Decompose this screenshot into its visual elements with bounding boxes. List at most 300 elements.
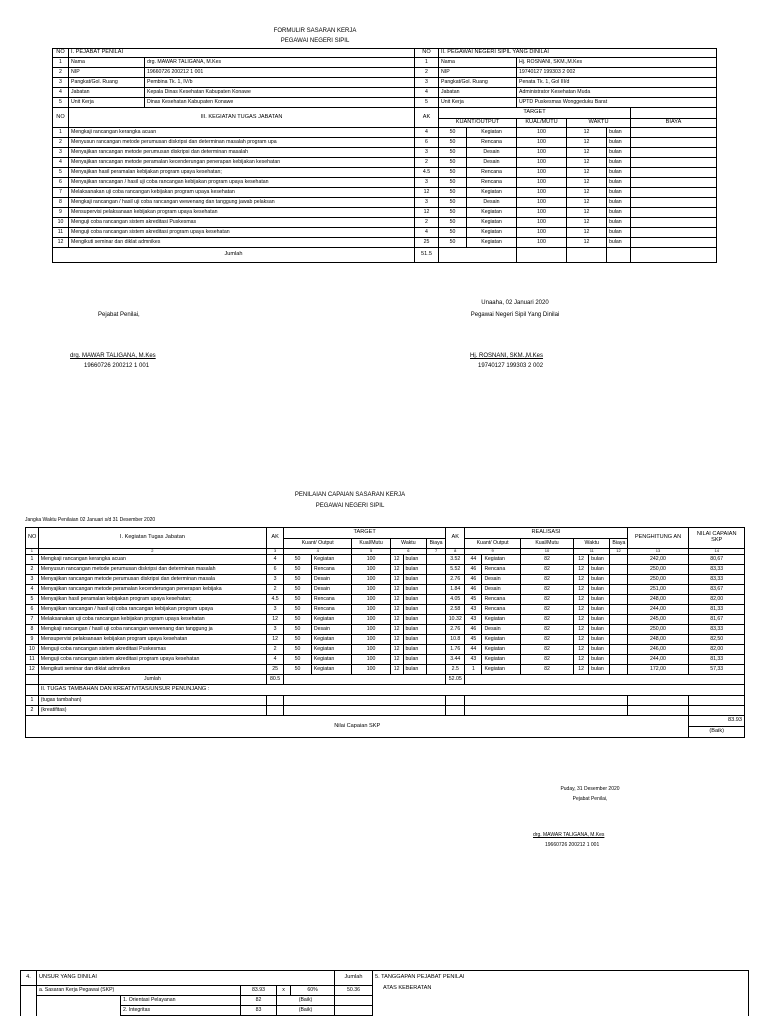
row-name: Menyajikan rancangan metode perumusan diskripsi dan determinan masala bbox=[38, 575, 266, 585]
form-left-sign-name: drg. MAWAR TALIGANA, M.Kes bbox=[70, 353, 156, 359]
summary-row-a: a. Sasaran Kerja Pegawai (SKP) bbox=[37, 986, 241, 996]
row-no: 3 bbox=[26, 575, 39, 585]
row-no: 10 bbox=[26, 645, 39, 655]
task-wu: bulan bbox=[607, 238, 631, 248]
row-biaya bbox=[610, 615, 627, 625]
task-wu: bulan bbox=[607, 228, 631, 238]
row-ak: 3 bbox=[267, 625, 284, 635]
task-wu: bulan bbox=[607, 208, 631, 218]
col-num: 14 bbox=[689, 549, 745, 555]
row-name: Mengikuti seminar dan diklat admnikes bbox=[38, 665, 266, 675]
task-name: Mengkaji rancangan / hasil uji coba rancangan wewenang dan tanggung jawab pelaksan bbox=[69, 198, 415, 208]
task-no: 6 bbox=[53, 178, 69, 188]
row-ak: 3 bbox=[267, 575, 284, 585]
assessment-row bbox=[26, 665, 745, 675]
task-kual: 100 bbox=[517, 128, 567, 138]
row-biaya bbox=[427, 595, 446, 605]
row-biaya bbox=[610, 655, 627, 665]
form-no-header: NO bbox=[53, 49, 69, 58]
row-biaya bbox=[610, 665, 627, 675]
a-kuant2-header: Kuant/ Output bbox=[465, 539, 520, 549]
task-wu: bulan bbox=[607, 218, 631, 228]
row-no: 4 bbox=[53, 88, 69, 98]
row-p: 251,00 bbox=[627, 585, 689, 595]
row-no: 8 bbox=[26, 625, 39, 635]
row-name: Menyajikan rancangan / hasil uji coba rancangan kebijakan program upaya bbox=[38, 605, 266, 615]
task-name: Menyusun rancangan metode perumusan diskripsi dan determinan masalah program upa bbox=[69, 138, 415, 148]
row-value: UPTD Puskesmas Wonggeduku Barat bbox=[517, 98, 717, 108]
row-biaya bbox=[610, 645, 627, 655]
row-no: 5 bbox=[26, 595, 39, 605]
task-kual: 100 bbox=[517, 148, 567, 158]
task-wu: bulan bbox=[607, 198, 631, 208]
task-name: Menyajikan rancangan / hasil uji coba rancangan kebijakan program upaya kesehatan bbox=[69, 178, 415, 188]
row-rw: 12 bbox=[574, 645, 589, 655]
row-tq: 50 bbox=[284, 665, 312, 675]
task-qty: 50 bbox=[439, 198, 467, 208]
task-biaya bbox=[631, 198, 717, 208]
row-value: Hj. ROSNANI, SKM.,M.Kes bbox=[517, 58, 717, 68]
task-w: 12 bbox=[567, 158, 607, 168]
row-ru: Desain bbox=[482, 585, 520, 595]
summary-a-total: 50.36 bbox=[335, 986, 373, 996]
form-right-sign-name: Hj. ROSNANI, SKM.,M.Kes bbox=[470, 353, 544, 359]
task-w: 12 bbox=[567, 198, 607, 208]
row-p: 250,00 bbox=[627, 625, 689, 635]
row-biaya bbox=[427, 635, 446, 645]
col-num: 1 bbox=[26, 549, 39, 555]
col-num: 12 bbox=[610, 549, 627, 555]
task-name: Menyajikan rancangan metode peramalan kecenderungan penerapan kebijakan kesehatan bbox=[69, 158, 415, 168]
row-name: Mengkaji rancangan kerangka acuan bbox=[38, 555, 266, 565]
row-tk: 100 bbox=[352, 565, 390, 575]
row-biaya bbox=[427, 565, 446, 575]
row-biaya bbox=[427, 585, 446, 595]
task-unit: Kegiatan bbox=[467, 208, 517, 218]
task-ak: 4 bbox=[415, 128, 439, 138]
row-p: 244,00 bbox=[627, 655, 689, 665]
row-rw: 12 bbox=[574, 615, 589, 625]
row-tu: Kegiatan bbox=[311, 615, 352, 625]
a-ak2-header: AK bbox=[446, 528, 465, 549]
task-header: III. KEGIATAN TUGAS JABATAN bbox=[69, 108, 415, 128]
a-realisasi-header: REALISASI bbox=[465, 528, 627, 539]
row-value: 19740127 199303 2 002 bbox=[517, 68, 717, 78]
task-w: 12 bbox=[567, 148, 607, 158]
task-name: Menyajikan hasil peramalan kebijakan program upaya kesehatan; bbox=[69, 168, 415, 178]
row-rwu: bulan bbox=[589, 625, 610, 635]
assessment-row bbox=[26, 555, 745, 565]
a-ak-header: AK bbox=[267, 528, 284, 549]
task-no: 1 bbox=[53, 128, 69, 138]
row-p: 245,00 bbox=[627, 615, 689, 625]
row-tu: Rencana bbox=[311, 605, 352, 615]
row-twu: bulan bbox=[403, 555, 426, 565]
row-no: 12 bbox=[26, 665, 39, 675]
row-no: 4 bbox=[26, 585, 39, 595]
right-header: II. PEGAWAI NEGERI SIPIL YANG DINILAI bbox=[439, 49, 717, 58]
row-twu: bulan bbox=[403, 665, 426, 675]
row-tq: 50 bbox=[284, 605, 312, 615]
row-ru: Rencana bbox=[482, 595, 520, 605]
form-subtitle: PEGAWAI NEGERI SIPIL bbox=[280, 38, 350, 44]
summary-tanggapan: TANGGAPAN PEJABAT PENILAI bbox=[381, 974, 465, 980]
assessment-row bbox=[26, 575, 745, 585]
form-right-sign-nip: 19740127 199303 2 002 bbox=[478, 363, 544, 369]
task-biaya bbox=[631, 128, 717, 138]
col-num: 10 bbox=[520, 549, 573, 555]
assessment-row bbox=[26, 585, 745, 595]
a-waktu2-header: Waktu bbox=[574, 539, 610, 549]
row-value: Kepala Dinas Kesehatan Kabupaten Konawe bbox=[145, 88, 415, 98]
summary-table bbox=[20, 970, 749, 1016]
task-unit: Kegiatan bbox=[467, 238, 517, 248]
row-rwu: bulan bbox=[589, 645, 610, 655]
task-name: Menguji coba rancangan sistem akreditasi program upaya kesehatan bbox=[69, 228, 415, 238]
row-rk: 82 bbox=[520, 585, 573, 595]
row-biaya bbox=[427, 625, 446, 635]
task-unit: Rencana bbox=[467, 138, 517, 148]
task-w: 12 bbox=[567, 138, 607, 148]
row-value: Dinas Kesehatan Kabupaten Konawe bbox=[145, 98, 415, 108]
row-label: Jabatan bbox=[439, 88, 517, 98]
row-n: 57,33 bbox=[689, 665, 745, 675]
row-no: 4 bbox=[415, 88, 439, 98]
task-wu: bulan bbox=[607, 158, 631, 168]
kuant-header: KUANT/OUTPUT bbox=[439, 119, 517, 128]
task-kual: 100 bbox=[517, 168, 567, 178]
nilai-desc: (Baik) bbox=[689, 727, 745, 738]
nilai-label: Nilai Capaian SKP bbox=[26, 716, 689, 738]
row-rq: 45 bbox=[465, 635, 482, 645]
task-name: Mengikuti seminar dan diklat admnikes bbox=[69, 238, 415, 248]
row-label: NIP bbox=[439, 68, 517, 78]
task-kual: 100 bbox=[517, 188, 567, 198]
row-tu: Rencana bbox=[311, 595, 352, 605]
row-n: 82,00 bbox=[689, 595, 745, 605]
task-w: 12 bbox=[567, 238, 607, 248]
row-label: NIP bbox=[69, 68, 145, 78]
row-biaya bbox=[610, 565, 627, 575]
row-rw: 12 bbox=[574, 565, 589, 575]
row-tk: 100 bbox=[352, 585, 390, 595]
task-row bbox=[53, 218, 717, 228]
task-no: 3 bbox=[53, 148, 69, 158]
row-ru: Kegiatan bbox=[482, 645, 520, 655]
task-qty: 50 bbox=[439, 208, 467, 218]
row-rw: 12 bbox=[574, 665, 589, 675]
row-ru: Kegiatan bbox=[482, 655, 520, 665]
a-no-header: NO bbox=[26, 528, 39, 549]
task-row bbox=[53, 228, 717, 238]
row-tw: 12 bbox=[390, 625, 403, 635]
a-sign-nip: 19660726 200212 1 001 bbox=[545, 842, 600, 848]
task-no: 5 bbox=[53, 168, 69, 178]
task-ak: 3 bbox=[415, 178, 439, 188]
row-rw: 12 bbox=[574, 555, 589, 565]
task-qty: 50 bbox=[439, 188, 467, 198]
col-num: 8 bbox=[446, 549, 465, 555]
task-ak: 12 bbox=[415, 208, 439, 218]
assessment-row bbox=[26, 655, 745, 665]
assessment-table bbox=[25, 527, 745, 738]
row-rq: 43 bbox=[465, 605, 482, 615]
row-no: 1 bbox=[415, 58, 439, 68]
a-place-date: Puday, 31 Desember 2020 bbox=[560, 786, 620, 792]
form-left-sign-nip: 19660726 200212 1 001 bbox=[84, 363, 150, 369]
extra-label: (tugas tambahan) bbox=[38, 696, 266, 706]
row-tw: 12 bbox=[390, 595, 403, 605]
task-qty: 50 bbox=[439, 238, 467, 248]
row-ak2: 1.76 bbox=[446, 645, 465, 655]
row-tq: 50 bbox=[284, 595, 312, 605]
task-kual: 100 bbox=[517, 158, 567, 168]
tanggapan-box bbox=[373, 971, 749, 1016]
extra-label: (kreatifitas) bbox=[38, 706, 266, 716]
col-num: 11 bbox=[574, 549, 610, 555]
task-w: 12 bbox=[567, 178, 607, 188]
row-ak: 25 bbox=[267, 665, 284, 675]
col-num: 2 bbox=[38, 549, 266, 555]
task-biaya bbox=[631, 148, 717, 158]
assessment-row bbox=[26, 645, 745, 655]
row-rw: 12 bbox=[574, 585, 589, 595]
row-p: 248,00 bbox=[627, 595, 689, 605]
row-name: Menguji coba rancangan sistem akreditasi program upaya kesehatan bbox=[38, 655, 266, 665]
row-twu: bulan bbox=[403, 645, 426, 655]
row-p: 172,00 bbox=[627, 665, 689, 675]
row-tk: 100 bbox=[352, 575, 390, 585]
row-rwu: bulan bbox=[589, 605, 610, 615]
row-value: 19660726 200212 1 001 bbox=[145, 68, 415, 78]
row-no: 6 bbox=[26, 605, 39, 615]
task-unit: Kegiatan bbox=[467, 228, 517, 238]
row-tw: 12 bbox=[390, 605, 403, 615]
row-twu: bulan bbox=[403, 615, 426, 625]
row-rq: 44 bbox=[465, 645, 482, 655]
form-jumlah-label: Jumlah bbox=[53, 248, 415, 263]
row-rk: 82 bbox=[520, 595, 573, 605]
a-kual-header: Kual/Mutu bbox=[352, 539, 390, 549]
assessment-row bbox=[26, 595, 745, 605]
form-jumlah-value: 51.5 bbox=[415, 248, 439, 263]
row-rk: 82 bbox=[520, 625, 573, 635]
row-biaya bbox=[427, 575, 446, 585]
row-value: Penata Tk. 1, Gol III/d bbox=[517, 78, 717, 88]
a-kual2-header: Kual/Mutu bbox=[520, 539, 573, 549]
row-twu: bulan bbox=[403, 595, 426, 605]
col-num: 9 bbox=[465, 549, 520, 555]
row-label: Pangkat/Gol. Ruang bbox=[439, 78, 517, 88]
row-tu: Desain bbox=[311, 625, 352, 635]
row-label: Pangkat/Gol. Ruang bbox=[69, 78, 145, 88]
form-left-sign-title: Pejabat Penilai, bbox=[98, 312, 140, 318]
row-label: Jabatan bbox=[69, 88, 145, 98]
a-jumlah-ak: 80.5 bbox=[267, 675, 284, 685]
col-num: 6 bbox=[390, 549, 426, 555]
task-ak: 25 bbox=[415, 238, 439, 248]
a-waktu-header: Waktu bbox=[390, 539, 426, 549]
biaya-header: BIAYA bbox=[631, 119, 717, 128]
task-qty: 50 bbox=[439, 218, 467, 228]
row-twu: bulan bbox=[403, 655, 426, 665]
task-unit: Rencana bbox=[467, 168, 517, 178]
task-no: 4 bbox=[53, 158, 69, 168]
form-place-date: Unaaha, 02 Januari 2020 bbox=[481, 300, 549, 306]
row-no: 3 bbox=[415, 78, 439, 88]
task-biaya bbox=[631, 138, 717, 148]
task-qty: 50 bbox=[439, 158, 467, 168]
row-ak2: 2.5 bbox=[446, 665, 465, 675]
task-w: 12 bbox=[567, 218, 607, 228]
row-twu: bulan bbox=[403, 605, 426, 615]
row-ak: 2 bbox=[267, 585, 284, 595]
task-biaya bbox=[631, 218, 717, 228]
a-target-header: TARGET bbox=[284, 528, 446, 539]
row-tq: 50 bbox=[284, 645, 312, 655]
row-tu: Rencana bbox=[311, 565, 352, 575]
row-p: 242,00 bbox=[627, 555, 689, 565]
kual-header: KUAL/MUTU bbox=[517, 119, 567, 128]
row-ak: 2 bbox=[267, 645, 284, 655]
a-biaya2-header: Biaya bbox=[610, 539, 627, 549]
task-unit: Desain bbox=[467, 198, 517, 208]
summary-a-val: 83.93 bbox=[241, 986, 277, 996]
row-biaya bbox=[610, 595, 627, 605]
row-tk: 100 bbox=[352, 665, 390, 675]
task-ak: 12 bbox=[415, 188, 439, 198]
row-tq: 50 bbox=[284, 585, 312, 595]
row-rq: 46 bbox=[465, 575, 482, 585]
row-n: 81,67 bbox=[689, 615, 745, 625]
row-ru: Desain bbox=[482, 625, 520, 635]
row-ak2: 10.8 bbox=[446, 635, 465, 645]
row-ak2: 3.52 bbox=[446, 555, 465, 565]
row-twu: bulan bbox=[403, 575, 426, 585]
row-twu: bulan bbox=[403, 565, 426, 575]
row-tu: Kegiatan bbox=[311, 665, 352, 675]
row-ak2: 2.76 bbox=[446, 625, 465, 635]
identity-row bbox=[53, 98, 717, 108]
row-rwu: bulan bbox=[589, 595, 610, 605]
row-rw: 12 bbox=[574, 625, 589, 635]
a-task-header: I. Kegiatan Tugas Jabatan bbox=[38, 528, 266, 549]
row-p: 246,00 bbox=[627, 645, 689, 655]
task-no-header: NO bbox=[53, 108, 69, 128]
row-no: 1 bbox=[26, 555, 39, 565]
row-ak: 4 bbox=[267, 555, 284, 565]
row-no: 3 bbox=[53, 78, 69, 88]
row-tk: 100 bbox=[352, 635, 390, 645]
row-biaya bbox=[610, 605, 627, 615]
summary-a-pct: 60% bbox=[291, 986, 335, 996]
a-jumlah-label: Jumlah bbox=[38, 675, 266, 685]
row-tq: 50 bbox=[284, 575, 312, 585]
summary-unsur: UNSUR YANG DINILAI bbox=[37, 971, 335, 986]
row-tw: 12 bbox=[390, 635, 403, 645]
row-rk: 82 bbox=[520, 555, 573, 565]
row-twu: bulan bbox=[403, 635, 426, 645]
task-name: Mengkaji rancangan kerangka acuan bbox=[69, 128, 415, 138]
row-no: 1 bbox=[53, 58, 69, 68]
row-ru: Kegiatan bbox=[482, 635, 520, 645]
task-no: 7 bbox=[53, 188, 69, 198]
row-tk: 100 bbox=[352, 625, 390, 635]
task-qty: 50 bbox=[439, 148, 467, 158]
row-no: 11 bbox=[26, 655, 39, 665]
row-rwu: bulan bbox=[589, 555, 610, 565]
task-ak: 2 bbox=[415, 158, 439, 168]
task-row bbox=[53, 138, 717, 148]
task-ak: 2 bbox=[415, 218, 439, 228]
row-ru: Desain bbox=[482, 575, 520, 585]
row-rq: 1 bbox=[465, 665, 482, 675]
row-biaya bbox=[610, 585, 627, 595]
task-no: 11 bbox=[53, 228, 69, 238]
identity-row bbox=[53, 58, 717, 68]
task-name: Melaksanakan uji coba rancangan kebijakan program upaya kesehatan bbox=[69, 188, 415, 198]
row-rwu: bulan bbox=[589, 635, 610, 645]
task-w: 12 bbox=[567, 208, 607, 218]
row-tk: 100 bbox=[352, 645, 390, 655]
row-rw: 12 bbox=[574, 635, 589, 645]
task-unit: Desain bbox=[467, 158, 517, 168]
task-no: 8 bbox=[53, 198, 69, 208]
row-biaya bbox=[610, 635, 627, 645]
task-row bbox=[53, 188, 717, 198]
a-sign-name: drg. MAWAR TALIGANA, M.Kes bbox=[533, 832, 605, 838]
row-rk: 82 bbox=[520, 665, 573, 675]
row-biaya bbox=[427, 645, 446, 655]
form-title: FORMULIR SASARAN KERJA bbox=[273, 28, 357, 34]
row-tk: 100 bbox=[352, 655, 390, 665]
identity-row bbox=[53, 78, 717, 88]
row-rwu: bulan bbox=[589, 585, 610, 595]
row-rq: 44 bbox=[465, 555, 482, 565]
row-n: 81,33 bbox=[689, 655, 745, 665]
row-ru: Rencana bbox=[482, 565, 520, 575]
task-ak: 3 bbox=[415, 198, 439, 208]
row-tk: 100 bbox=[352, 595, 390, 605]
task-kual: 100 bbox=[517, 198, 567, 208]
extra-no: 1 bbox=[26, 696, 39, 706]
task-ak: 4 bbox=[415, 228, 439, 238]
row-ru: Kegiatan bbox=[482, 665, 520, 675]
row-tq: 50 bbox=[284, 615, 312, 625]
row-ru: Rencana bbox=[482, 605, 520, 615]
task-no: 12 bbox=[53, 238, 69, 248]
row-label: Unit Kerja bbox=[439, 98, 517, 108]
task-ak: 4.5 bbox=[415, 168, 439, 178]
left-header: I. PEJABAT PENILAI bbox=[69, 49, 415, 58]
task-no: 2 bbox=[53, 138, 69, 148]
col-num: 13 bbox=[627, 549, 689, 555]
row-ak2: 4.05 bbox=[446, 595, 465, 605]
ak-header: AK bbox=[415, 108, 439, 128]
row-name: Menyusun rancangan metode perumusan diskripsi dan determinan masalah bbox=[38, 565, 266, 575]
row-rwu: bulan bbox=[589, 565, 610, 575]
row-p: 250,00 bbox=[627, 565, 689, 575]
row-rq: 45 bbox=[465, 595, 482, 605]
row-no: 9 bbox=[26, 635, 39, 645]
task-wu: bulan bbox=[607, 188, 631, 198]
row-rk: 82 bbox=[520, 655, 573, 665]
row-tq: 50 bbox=[284, 655, 312, 665]
row-tu: Desain bbox=[311, 585, 352, 595]
row-rw: 12 bbox=[574, 575, 589, 585]
task-unit: Desain bbox=[467, 148, 517, 158]
row-p: 244,00 bbox=[627, 605, 689, 615]
